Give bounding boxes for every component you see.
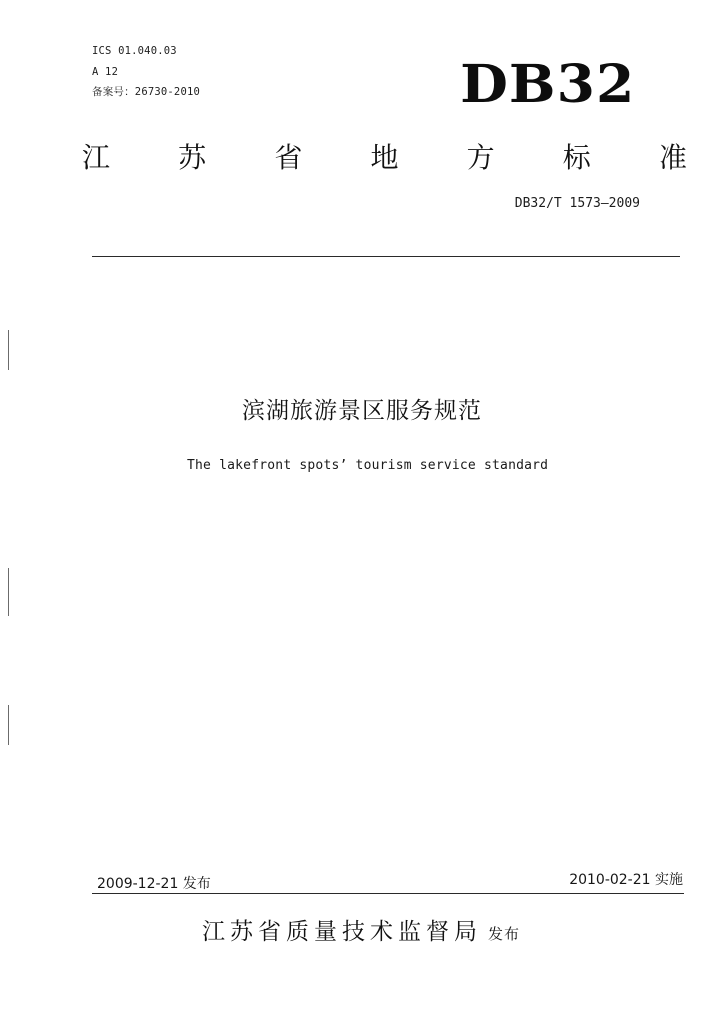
standard-kind-char: 标 (562, 141, 591, 174)
title-english: The lakefront spots’ tourism service standard (187, 458, 549, 473)
standard-kind-char: 准 (658, 141, 687, 174)
standard-kind (82, 138, 687, 178)
top-divider (92, 256, 680, 257)
issuer-name: 江苏省质量技术监督局 (202, 919, 482, 945)
implementation-date: 2010-02-21 实施 (569, 872, 683, 888)
bottom-divider (92, 893, 684, 894)
standard-kind-char: 江 (82, 141, 111, 174)
issuer-suffix: 发布 (488, 925, 521, 943)
classification-code: A 12 (92, 66, 119, 78)
standard-kind-char: 方 (466, 141, 495, 174)
standard-kind-char: 省 (274, 141, 303, 174)
standard-logo: DB32 (459, 54, 635, 115)
standard-number: DB32/T 1573—2009 (514, 196, 640, 211)
standard-kind-char: 苏 (178, 141, 207, 174)
standard-kind-char: 地 (370, 141, 399, 174)
title-chinese: 滨湖旅游景区服务规范 (242, 398, 482, 424)
scan-edge-mark (8, 330, 9, 370)
scan-edge-mark (8, 568, 9, 616)
record-number: 备案号：26730-2010 (92, 86, 201, 98)
ics-code: ICS 01.040.03 (92, 45, 177, 57)
issuing-authority (202, 913, 520, 946)
scan-edge-mark (8, 705, 9, 745)
issue-date: 2009-12-21 发布 (97, 876, 211, 892)
